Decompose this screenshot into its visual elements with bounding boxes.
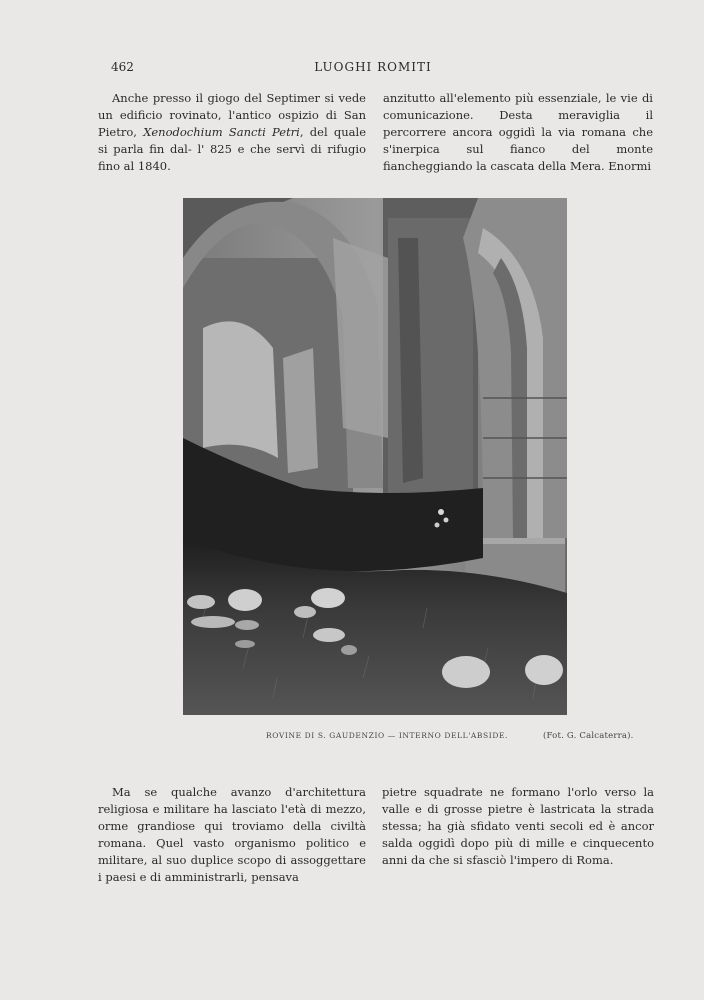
latin-name: Xenodochium Sancti Petri: [143, 125, 300, 139]
running-title: LUOGHI ROMITI: [314, 60, 432, 74]
page-number: 462: [111, 60, 134, 74]
paragraph: Ma se qualche avanzo d'architettura religiosa e militare ha lasciato l'età di mezzo, orme grandiose qui troviamo della civiltà romana. Quel vasto organismo politico e militare, al suo duplice scopo di assoggettare i paesi e di amministrarli, pensava: [98, 785, 366, 884]
top-left-column: [98, 90, 366, 175]
paragraph: [98, 90, 366, 175]
figure-caption: ROVINE DI S. GAUDENZIO — INTERNO DELL'ABSIDE.: [266, 731, 508, 740]
text-line: Anche presso il giogo del Septimer si vede un: [98, 91, 366, 122]
top-right-column: [383, 90, 653, 175]
text-line: , del quale si parla fin dal-: [98, 125, 367, 156]
paragraph: pietre squadrate ne formano l'orlo verso la valle e di grosse pietre è lastricata la strada stessa; ha già sfidato venti secoli ed è ancor salda oggidì dopo più di mille e cinquecento anni da che si sfasciò l'impero di Roma.: [382, 785, 654, 867]
ruins-photograph: [183, 198, 567, 715]
text-line: edificio rovinato, l'antico ospizio di San Pietro,: [98, 108, 366, 139]
text-line: l' 825 e che servì di rifugio fino al 1840.: [98, 142, 367, 173]
photo-credit: (Fot. G. Calcaterra).: [543, 731, 634, 741]
bottom-left-column: [98, 784, 366, 886]
paragraph: anzitutto all'elemento più essenziale, le vie di comunicazione. Desta meraviglia il percorrere ancora oggidì la via romana che s'inerpica sul fianco del monte fiancheggiando la cascata della Mera. Enormi: [383, 91, 653, 173]
bottom-right-column: [382, 784, 654, 869]
